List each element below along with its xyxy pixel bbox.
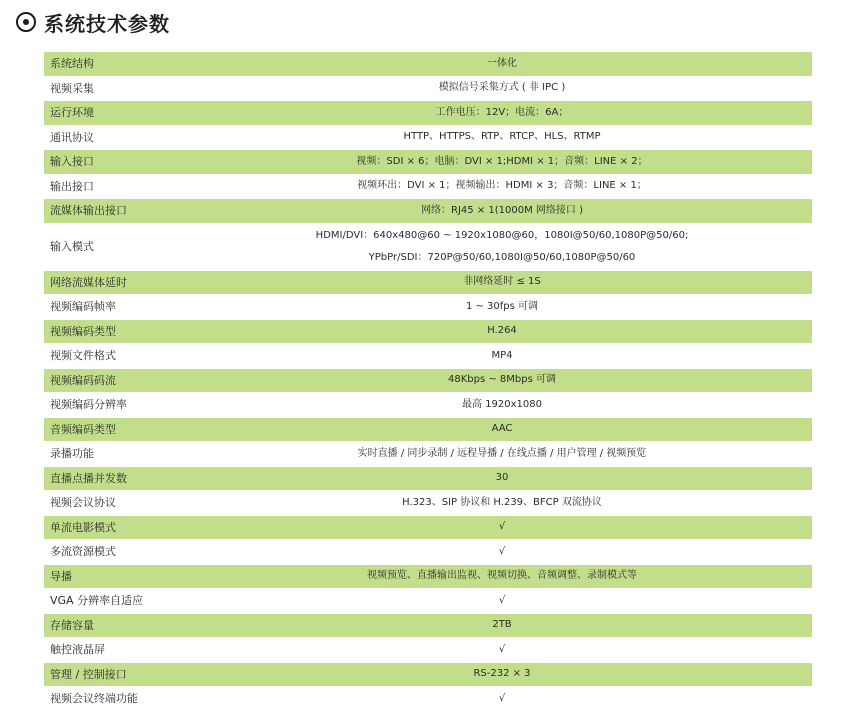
spec-row xyxy=(44,515,812,540)
spec-row xyxy=(44,393,812,418)
spec-value: RS-232 × 3 xyxy=(192,662,812,687)
spec-value: H.264 xyxy=(192,319,812,344)
spec-value: 视频预览、直播输出监视、视频切换、音频调整、录制模式等 xyxy=(192,564,812,589)
spec-row xyxy=(44,76,812,101)
spec-row xyxy=(44,344,812,369)
spec-row xyxy=(44,125,812,150)
spec-value: 实时直播 / 同步录制 / 远程导播 / 在线点播 / 用户管理 / 视频预览 xyxy=(192,442,812,467)
spec-value: 30 xyxy=(192,466,812,491)
spec-row xyxy=(44,564,812,589)
section-header xyxy=(16,6,170,38)
spec-value: 视频环出：DVI × 1；视频输出：HDMI × 3；音频：LINE × 1； xyxy=(192,174,812,199)
section-title: 系统技术参数 xyxy=(44,11,170,36)
spec-value: 48Kbps ~ 8Mbps 可调 xyxy=(192,368,812,393)
spec-value: 最高 1920x1080 xyxy=(192,393,812,418)
spec-row xyxy=(44,613,812,638)
spec-row xyxy=(44,687,812,712)
spec-row xyxy=(44,491,812,516)
spec-value: 模拟信号采集方式 ( 非 IPC ) xyxy=(192,76,812,101)
spec-value: 网络：RJ45 × 1(1000M 网络接口 ) xyxy=(192,199,812,224)
spec-row xyxy=(44,368,812,393)
spec-label: 直播点播并发数 xyxy=(44,466,192,491)
spec-label: 视频会议协议 xyxy=(44,491,192,516)
spec-value: 2TB xyxy=(192,613,812,638)
spec-value: √ xyxy=(192,540,812,565)
spec-value-line: YPbPr/SDI：720P@50/60,1080I@50/60,1080P@50/60 xyxy=(368,251,636,263)
spec-row xyxy=(44,589,812,614)
spec-value: 非网络延时 ≤ 1S xyxy=(192,270,812,295)
spec-label: 视频编码分辨率 xyxy=(44,393,192,418)
spec-value: H.323、SIP 协议和 H.239、BFCP 双流协议 xyxy=(192,491,812,516)
spec-label: 视频会议终端功能 xyxy=(44,687,192,712)
spec-row xyxy=(44,52,812,76)
spec-label: VGA 分辨率自适应 xyxy=(44,589,192,614)
spec-value: 工作电压：12V；电流：6A； xyxy=(192,101,812,126)
spec-value: MP4 xyxy=(192,344,812,369)
spec-row xyxy=(44,319,812,344)
spec-label: 多流资源模式 xyxy=(44,540,192,565)
spec-row xyxy=(44,295,812,320)
spec-row xyxy=(44,223,812,270)
spec-value: √ xyxy=(192,638,812,663)
spec-label: 视频文件格式 xyxy=(44,344,192,369)
spec-value-line: HDMI/DVI：640x480@60 ~ 1920x1080@60，1080I@50/60,1080P@50/60; xyxy=(315,229,689,241)
spec-label: 触控液晶屏 xyxy=(44,638,192,663)
spec-label: 网络流媒体延时 xyxy=(44,270,192,295)
spec-label: 输入接口 xyxy=(44,150,192,175)
spec-label: 输入模式 xyxy=(44,223,192,270)
spec-label: 视频编码码流 xyxy=(44,368,192,393)
spec-value: √ xyxy=(192,687,812,712)
spec-value: 视频：SDI × 6；电脑：DVI × 1;HDMI × 1；音频：LINE × 2； xyxy=(192,150,812,175)
spec-value: HTTP、HTTPS、RTP、RTCP、HLS、RTMP xyxy=(192,125,812,150)
spec-value: √ xyxy=(192,515,812,540)
spec-value: AAC xyxy=(192,417,812,442)
spec-value: √ xyxy=(192,589,812,614)
spec-label: 视频编码帧率 xyxy=(44,295,192,320)
spec-label: 音频编码类型 xyxy=(44,417,192,442)
spec-value: 1 ~ 30fps 可调 xyxy=(192,295,812,320)
spec-row xyxy=(44,442,812,467)
spec-label: 管理 / 控制接口 xyxy=(44,662,192,687)
spec-table xyxy=(44,52,812,712)
spec-row xyxy=(44,417,812,442)
spec-label: 通讯协议 xyxy=(44,125,192,150)
target-bullet-icon xyxy=(16,12,36,32)
spec-label: 系统结构 xyxy=(44,52,192,76)
spec-label: 录播功能 xyxy=(44,442,192,467)
spec-row xyxy=(44,150,812,175)
spec-row xyxy=(44,540,812,565)
spec-row xyxy=(44,101,812,126)
spec-label: 存储容量 xyxy=(44,613,192,638)
spec-label: 单流电影模式 xyxy=(44,515,192,540)
spec-row xyxy=(44,466,812,491)
spec-label: 视频编码类型 xyxy=(44,319,192,344)
spec-label: 导播 xyxy=(44,564,192,589)
spec-value: 一体化 xyxy=(192,52,812,76)
spec-row xyxy=(44,662,812,687)
spec-row xyxy=(44,199,812,224)
spec-label: 运行环境 xyxy=(44,101,192,126)
spec-row xyxy=(44,270,812,295)
spec-label: 输出接口 xyxy=(44,174,192,199)
spec-row xyxy=(44,174,812,199)
spec-row xyxy=(44,638,812,663)
spec-label: 视频采集 xyxy=(44,76,192,101)
spec-label: 流媒体输出接口 xyxy=(44,199,192,224)
spec-value xyxy=(192,223,812,270)
